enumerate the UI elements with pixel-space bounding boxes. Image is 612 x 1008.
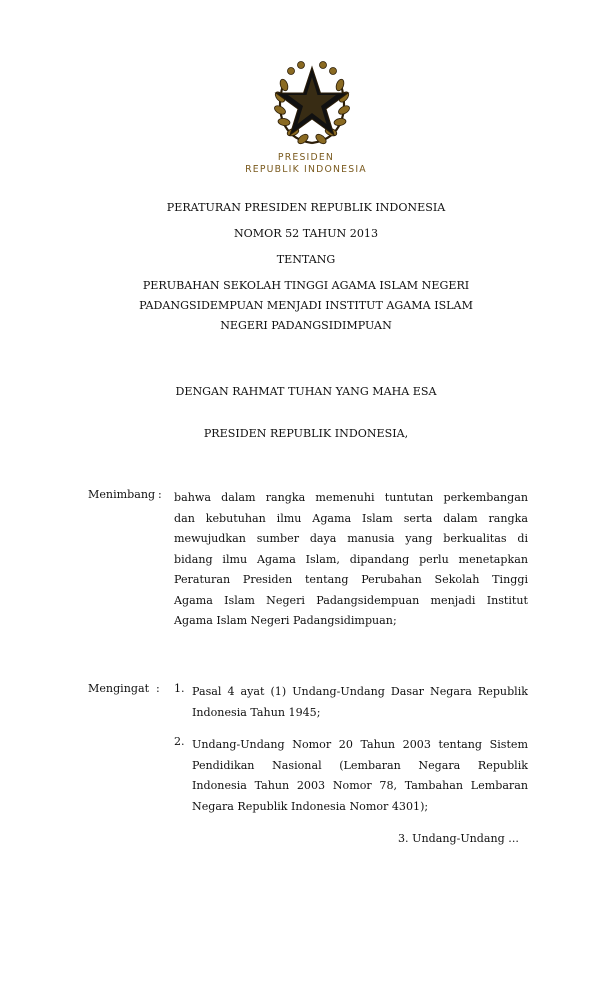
regulation-title: PERATURAN PRESIDEN REPUBLIK INDONESIA — [166, 201, 446, 214]
preamble-president: PRESIDEN REPUBLIK INDONESIA, — [203, 427, 409, 440]
item-line: Indonesia Tahun 2003 Nomor 78, Tambahan Lembaran — [192, 779, 528, 792]
menimbang-line: Peraturan Presiden tentang Perubahan Sekolah Tinggi — [174, 573, 528, 586]
menimbang-line: dan kebutuhan ilmu Agama Islam serta dalam rangka — [174, 511, 528, 525]
continuation-marker: 3. Undang-Undang ... — [398, 832, 519, 845]
mengingat-item-2 — [192, 735, 528, 817]
menimbang-label: Menimbang — [88, 488, 156, 501]
menimbang-line: bidang ilmu Agama Islam, dipandang perlu menetapkan — [174, 552, 528, 566]
item-line: Undang-Undang Nomor 20 Tahun 2003 tentang Sistem — [192, 738, 528, 751]
subject-line: PADANGSIDEMPUAN MENJADI INSTITUT AGAMA ISLAM — [139, 299, 473, 312]
mengingat-colon: : — [156, 682, 160, 695]
item-number: 2. — [174, 735, 185, 748]
item-line: Indonesia Tahun 1945; — [192, 705, 321, 719]
menimbang-line: bahwa dalam rangka memenuhi tuntutan perkembangan — [174, 491, 528, 504]
subject-line: NEGERI PADANGSIDIMPUAN — [220, 319, 392, 332]
garuda-star-emblem-icon — [269, 55, 355, 149]
regulation-number: NOMOR 52 TAHUN 2013 — [233, 227, 379, 240]
menimbang-line: Agama Islam Negeri Padangsidimpuan; — [174, 614, 397, 627]
item-line: Pendidikan Nasional (Lembaran Negara Republik — [192, 758, 528, 772]
item-line: Pasal 4 ayat (1) Undang-Undang Dasar Negara Republik — [192, 685, 528, 698]
header-president: PRESIDEN — [277, 152, 335, 163]
item-line: Negara Republik Indonesia Nomor 4301); — [192, 799, 429, 813]
mengingat-label: Mengingat — [88, 682, 150, 695]
subject-line: PERUBAHAN SEKOLAH TINGGI AGAMA ISLAM NEGERI — [142, 279, 470, 292]
item-number: 1. — [174, 682, 185, 695]
menimbang-line: Agama Islam Negeri Padangsidempuan menjadi Institut — [174, 593, 528, 607]
preamble-rahmat: DENGAN RAHMAT TUHAN YANG MAHA ESA — [175, 385, 437, 398]
menimbang-line: mewujudkan sumber daya manusia yang berkualitas di — [174, 532, 528, 545]
header-republic: REPUBLIK INDONESIA — [245, 164, 367, 175]
mengingat-item-1 — [192, 682, 528, 723]
menimbang-text — [174, 488, 528, 632]
regulation-about: TENTANG — [276, 253, 336, 266]
menimbang-colon: : — [158, 488, 162, 501]
